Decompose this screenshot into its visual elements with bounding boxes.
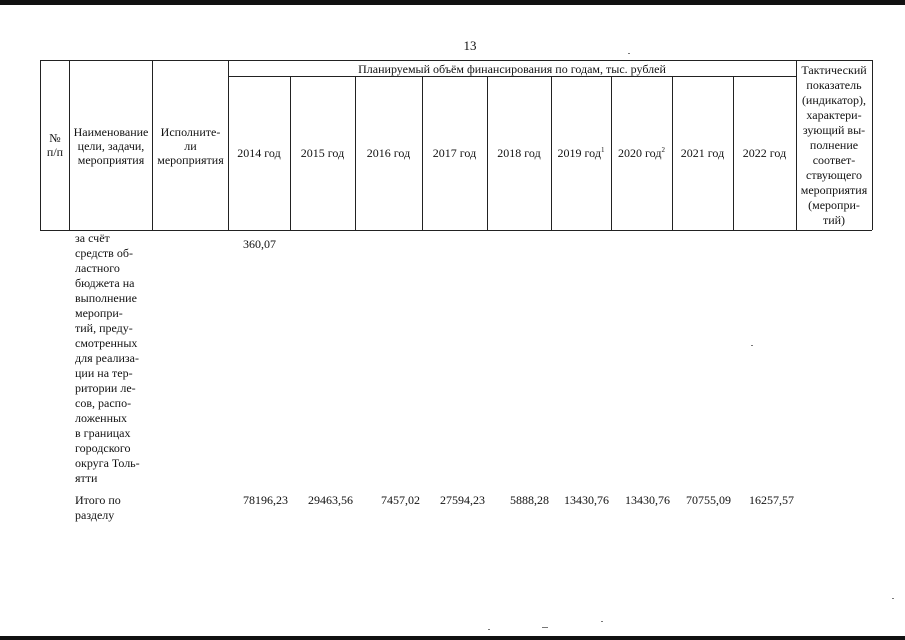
header-financing-group: Планируемый объём финансирования по годам, тыс. рублей: [358, 62, 666, 76]
year-2017: 2017 год: [432, 146, 477, 160]
bottom-border: [0, 636, 905, 640]
row-name-line: ритории ле-: [75, 381, 136, 395]
row-name-line: разделу: [75, 508, 115, 522]
year-2015: 2015 год: [300, 146, 345, 160]
value-2017: 27594,23: [440, 493, 485, 507]
row-name-line: ции на тер-: [75, 366, 133, 380]
value-2020: 13430,76: [625, 493, 670, 507]
footnote-mark-1: 1: [600, 146, 605, 154]
footnote-mark-2: 2: [661, 146, 665, 154]
value-2016: 7457,02: [381, 493, 420, 507]
year-2019: 2019 год$^1$: [557, 146, 605, 160]
row-name-line: выполнение: [75, 291, 137, 305]
row-name-line: ложенных: [75, 411, 128, 425]
year-2014: 2014 год: [237, 146, 281, 160]
row-name-line: бюджета на: [75, 276, 135, 290]
value-2021: 70755,09: [686, 493, 731, 507]
year-2021: 2021 год: [680, 146, 725, 160]
value-2019: 13430,76: [564, 493, 609, 507]
row-name-line: Итого по: [75, 493, 121, 507]
row-name-line: сов, распо-: [75, 396, 132, 410]
top-border: [0, 0, 905, 5]
row-name-line: городского: [75, 441, 131, 455]
year-2020: 2020 год$^2$: [618, 146, 665, 160]
row-name-line: округа Толь-: [75, 456, 140, 470]
row-name-line: средств об-: [75, 246, 133, 260]
value-2018: 5888,28: [510, 493, 549, 507]
row-name-line: тий, преду-: [75, 321, 133, 335]
year-2022: 2022 год: [742, 146, 787, 160]
row-name-line: за счёт: [75, 231, 110, 245]
row-name-line: в границах: [75, 426, 131, 440]
row-name-line: для реализа-: [75, 351, 139, 365]
row-name-line: смотренных: [75, 336, 138, 350]
value-2014: 78196,23: [243, 493, 288, 507]
row-name-line: меропри-: [75, 306, 123, 320]
page-number: 13: [463, 38, 477, 53]
value-2015: 29463,56: [308, 493, 353, 507]
value-2022: 16257,57: [749, 493, 794, 507]
row-name-line: ятти: [75, 471, 98, 485]
year-2016: 2016 год: [366, 146, 411, 160]
year-2018: 2018 год: [497, 146, 541, 160]
value-2014: 360,07: [243, 237, 276, 251]
row-name-line: ластного: [75, 261, 120, 275]
